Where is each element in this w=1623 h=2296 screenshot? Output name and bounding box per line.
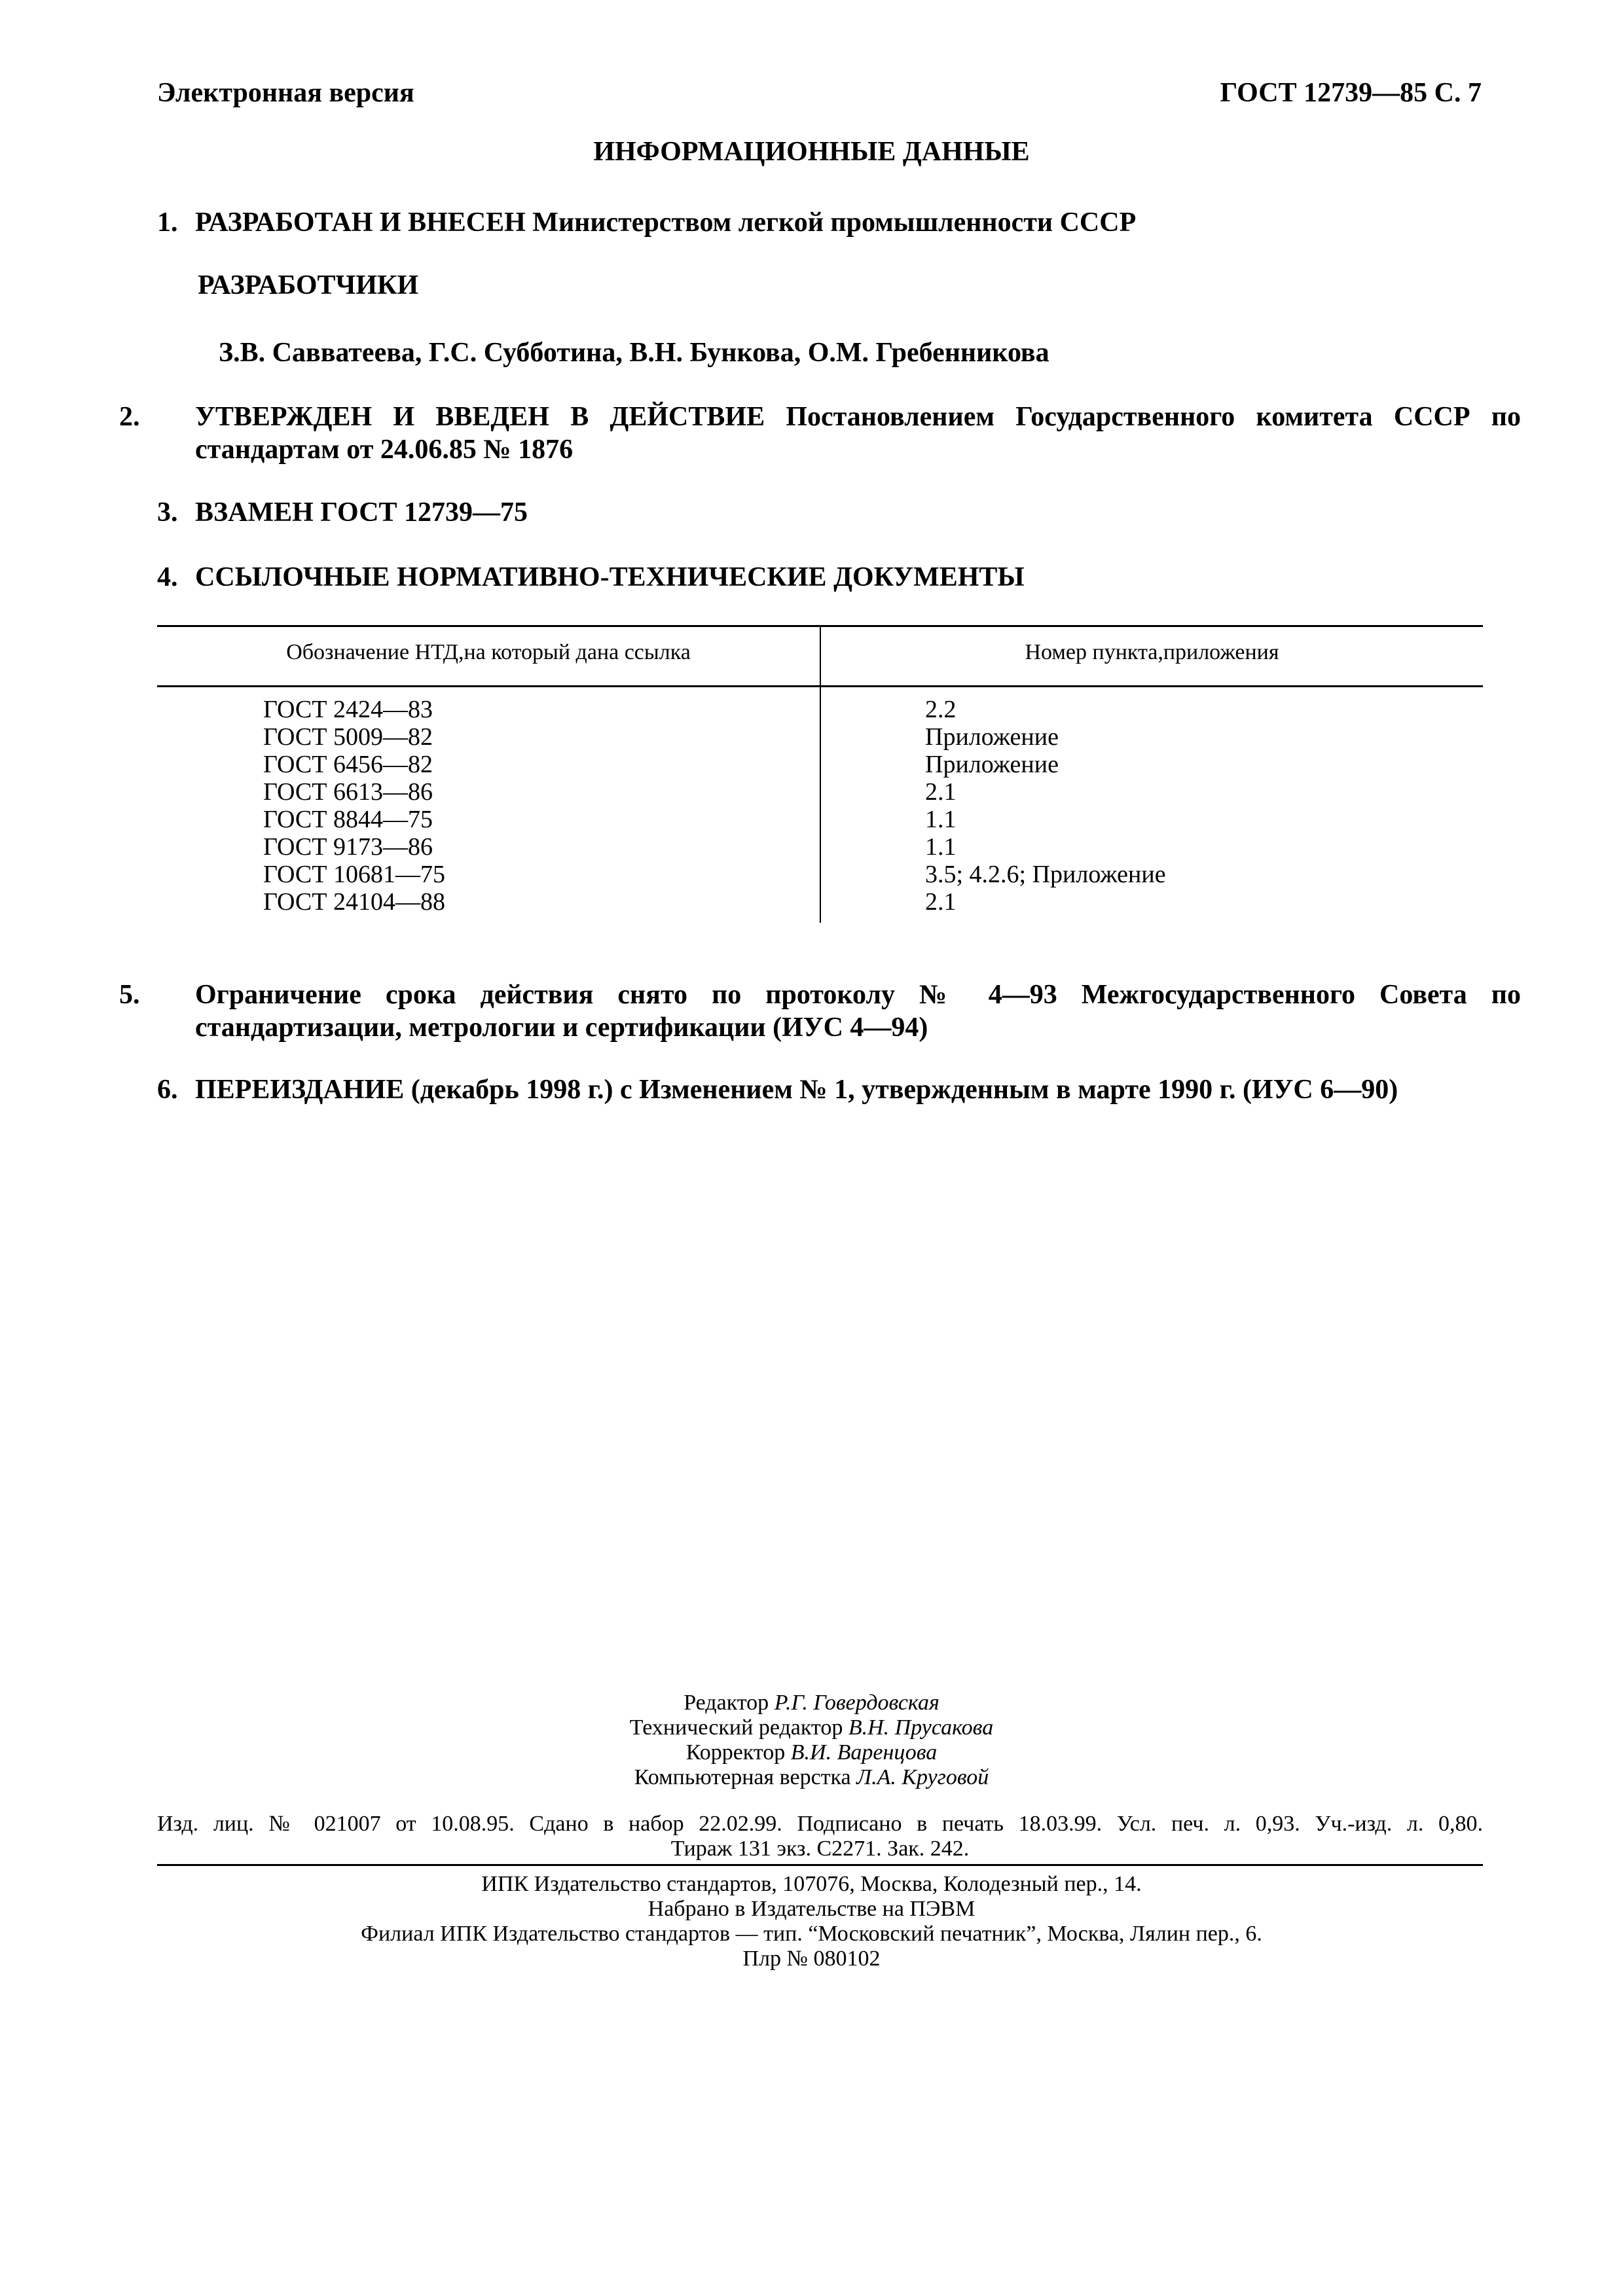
table-cell-ref: 2.2 <box>925 696 957 723</box>
credit-tech-editor-label: Технический редактор <box>629 1715 843 1740</box>
credit-layout-label: Компьютерная верстка <box>634 1765 851 1789</box>
table-cell-ref: 2.1 <box>925 778 957 806</box>
credit-layout <box>0 1765 1623 1790</box>
publication-info <box>157 1812 1483 1861</box>
credit-editor-name: Р.Г. Говердовская <box>774 1691 939 1715</box>
imprint-line-3: Филиал ИПК Издательство стандартов — тип. “Московский печатник”, Москва, Лялин пер., 6. <box>361 1922 1262 1946</box>
item-3-number: 3. <box>157 497 178 528</box>
item-2-text: УТВЕРЖДЕН И ВВЕДЕН В ДЕЙСТВИЕ Постановлением Государственного комитета СССР по стандартам от 24.06.85 № 1876 <box>195 402 1521 465</box>
item-1-number: 1. <box>157 207 178 238</box>
item-3 <box>157 496 1483 529</box>
table-cell-doc: ГОСТ 10681—75 <box>263 861 445 888</box>
credit-editor <box>0 1691 1623 1715</box>
table-header-doc: Обозначение НТД,на который дана ссылка <box>286 640 691 664</box>
imprint-line-1: ИПК Издательство стандартов, 107076, Москва, Колодезный пер., 14. <box>481 1872 1142 1896</box>
credits <box>0 1691 1623 1790</box>
credit-corrector-label: Корректор <box>685 1740 786 1765</box>
table-column-docs <box>263 696 445 916</box>
item-6 <box>157 1073 1483 1106</box>
item-1 <box>157 206 1483 239</box>
credit-tech-editor <box>0 1715 1623 1740</box>
publication-line-1: Изд. лиц. № 021007 от 10.08.95. Сдано в набор 22.02.99. Подписано в печать 18.03.99. Усл. печ. л. 0,93. Уч.-изд. л. 0,80. <box>157 1812 1483 1836</box>
table-cell-doc: ГОСТ 6456—82 <box>263 751 433 778</box>
credit-layout-name: Л.А. Круговой <box>856 1765 989 1789</box>
credit-editor-label: Редактор <box>684 1691 769 1715</box>
item-4-text: ССЫЛОЧНЫЕ НОРМАТИВНО-ТЕХНИЧЕСКИЕ ДОКУМЕНТЫ <box>195 562 1025 592</box>
table-cell-ref: 1.1 <box>925 806 957 833</box>
table-cell-ref: 1.1 <box>925 833 957 861</box>
item-6-number: 6. <box>157 1075 178 1105</box>
table-cell-doc: ГОСТ 6613—86 <box>263 778 433 806</box>
table-cell-doc: ГОСТ 9173—86 <box>263 833 433 861</box>
table-column-refs <box>925 696 1166 916</box>
table-cell-doc: ГОСТ 5009—82 <box>263 723 433 751</box>
imprint <box>0 1872 1623 1971</box>
header-right: ГОСТ 12739—85 С. 7 <box>1220 78 1482 108</box>
footer-rule <box>157 1864 1483 1866</box>
table-cell-ref: 3.5; 4.2.6; Приложение <box>925 861 1166 888</box>
table-cell-doc: ГОСТ 2424—83 <box>263 696 433 723</box>
item-4 <box>157 561 1483 594</box>
imprint-line-2: Набрано в Издательстве на ПЭВМ <box>647 1897 976 1921</box>
publication-line-2: Тираж 131 экз. С2271. Зак. 242. <box>670 1837 970 1861</box>
item-5-number: 5. <box>119 980 140 1010</box>
developers-label: РАЗРАБОТЧИКИ <box>198 270 419 300</box>
table-column-divider <box>820 625 821 923</box>
developers-list: З.В. Савватеева, Г.С. Субботина, В.Н. Бункова, О.М. Гребенникова <box>219 338 1049 368</box>
table-cell-doc: ГОСТ 24104—88 <box>263 888 445 916</box>
item-5 <box>119 978 1521 1044</box>
item-3-text: ВЗАМЕН ГОСТ 12739—75 <box>195 497 528 528</box>
table-header-ref: Номер пункта,приложения <box>1025 640 1279 664</box>
item-5-text: Ограничение срока действия снято по протоколу № 4—93 Межгосударственного Совета по стандартизации, метрологии и сертификации (ИУС 4—94) <box>195 980 1521 1043</box>
credit-corrector <box>0 1740 1623 1765</box>
imprint-line-4: Плр № 080102 <box>742 1946 881 1971</box>
header-left: Электронная версия <box>157 78 414 108</box>
table-cell-ref: 2.1 <box>925 888 957 916</box>
page-title: ИНФОРМАЦИОННЫЕ ДАННЫЕ <box>593 137 1030 167</box>
item-2 <box>119 401 1521 466</box>
item-1-text: РАЗРАБОТАН И ВНЕСЕН Министерством легкой промышленности СССР <box>195 207 1137 238</box>
credit-corrector-name: В.И. Варенцова <box>790 1740 938 1765</box>
table-cell-ref: Приложение <box>925 751 1059 778</box>
item-6-text: ПЕРЕИЗДАНИЕ (декабрь 1998 г.) с Изменением № 1, утвержденным в марте 1990 г. (ИУС 6—90) <box>195 1075 1398 1105</box>
item-2-number: 2. <box>119 402 140 432</box>
credit-tech-editor-name: В.Н. Прусакова <box>848 1715 994 1740</box>
table-cell-ref: Приложение <box>925 723 1059 751</box>
table-cell-doc: ГОСТ 8844—75 <box>263 806 433 833</box>
item-4-number: 4. <box>157 562 178 592</box>
